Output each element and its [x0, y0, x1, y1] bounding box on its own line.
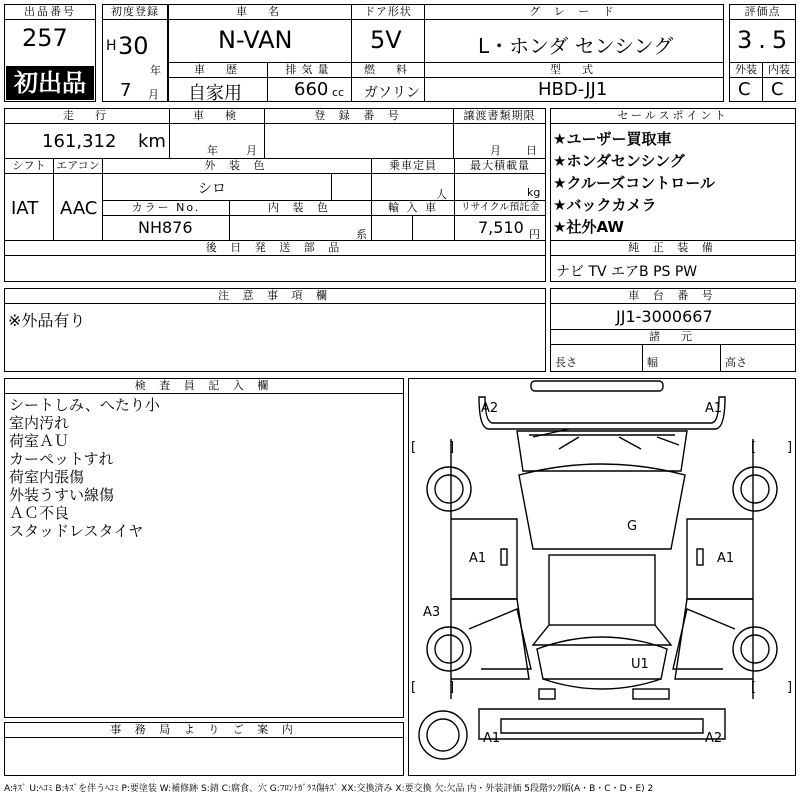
- history-label: 車 歴: [168, 62, 268, 78]
- svg-text:]: ]: [787, 440, 793, 455]
- mark-front-right: A1: [705, 401, 723, 416]
- car-outline-drawing: [409, 379, 795, 775]
- reg-year: 30: [118, 32, 149, 60]
- sales-label: セールスポイント: [550, 108, 796, 124]
- sales-item: ★ホンダセンシング: [553, 152, 685, 170]
- car-name-label: 車 名: [168, 4, 352, 20]
- mileage-label: 走 行: [4, 108, 170, 124]
- chassis-number: JJ1-3000667: [616, 307, 713, 326]
- width-label: 幅: [647, 356, 658, 369]
- capacity-unit: 人: [436, 188, 447, 201]
- grade-label: グ レ ー ド: [424, 4, 724, 20]
- import-cell-a: [371, 215, 413, 241]
- intcolor-label: 内 装 色: [229, 200, 372, 216]
- sales-item: ★バックカメラ: [553, 196, 657, 214]
- mileage: 161,312: [42, 131, 117, 152]
- load-label: 最大積載量: [454, 158, 546, 174]
- shift-label: シフト: [4, 158, 54, 174]
- recycle-label: リサイクル預託金: [454, 200, 546, 216]
- inspector-line: 荷室内張傷: [9, 468, 85, 486]
- shift: IAT: [11, 198, 39, 219]
- month-unit: 月: [148, 88, 159, 101]
- mileage-unit: km: [138, 131, 166, 152]
- lot-number: 257: [22, 24, 68, 52]
- mark-windshield: G: [627, 519, 638, 534]
- inspector-line: ＡＣ不良: [9, 504, 70, 522]
- mark-rear-right: A2: [705, 731, 723, 746]
- office-label: 事 務 局 よ り ご 案 内: [4, 722, 404, 738]
- aircon-label: エアコン: [53, 158, 103, 174]
- inspector-line: スタッドレスタイヤ: [9, 522, 144, 540]
- transfer-month: 月: [490, 144, 501, 157]
- displacement-label: 排気量: [267, 62, 352, 78]
- chassis-label: 車 台 番 号: [550, 288, 796, 304]
- color-label: 外 装 色: [102, 158, 372, 174]
- length-label: 長さ: [555, 356, 577, 369]
- door-type: 5V: [370, 26, 402, 54]
- displacement: 660: [294, 79, 329, 100]
- lot-label: 出品番号: [4, 4, 96, 20]
- notes-label: 注 意 事 項 欄: [4, 288, 546, 304]
- svg-text:]: ]: [787, 680, 793, 695]
- car-name: N-VAN: [218, 26, 293, 54]
- mark-rear-left: A1: [483, 731, 501, 746]
- fuel: ガソリン: [364, 85, 420, 101]
- inspector-label: 検 査 員 記 入 欄: [4, 378, 404, 394]
- first-reg-label: 初度登録: [102, 4, 168, 20]
- ext-grade: C: [738, 79, 751, 100]
- mark-right-door: A1: [717, 551, 735, 566]
- car-damage-diagram: [408, 378, 796, 776]
- colorno: NH876: [138, 218, 193, 237]
- notes-value: ※外品有り: [8, 311, 86, 330]
- transfer-day: 日: [526, 144, 537, 157]
- svg-text:]: ]: [449, 680, 455, 695]
- inspector-line: 室内汚れ: [9, 414, 70, 432]
- color: シロ: [198, 181, 226, 197]
- aircon: AAC: [60, 198, 98, 219]
- later-parts-cell: [4, 255, 546, 282]
- height-label: 高さ: [725, 356, 747, 369]
- mark-left-door: A1: [469, 551, 487, 566]
- history: 自家用: [188, 83, 242, 104]
- recycle: 7,510: [478, 218, 524, 237]
- mark-left-rear: A3: [423, 605, 441, 620]
- inspector-line: 荷室ＡＵ: [9, 432, 70, 450]
- equip-value: ナビ TV エアB PS PW: [556, 264, 698, 280]
- fuel-label: 燃 料: [351, 62, 425, 78]
- door-label: ドア形状: [351, 4, 425, 20]
- later-parts-label: 後 日 発 送 部 品: [4, 240, 546, 256]
- inspector-lines: [9, 396, 160, 540]
- displacement-unit: cc: [332, 86, 345, 99]
- inspector-line: シートしみ、へたり小: [9, 396, 160, 414]
- inspection-month: 月: [246, 144, 257, 157]
- sales-item: ★ユーザー買取車: [553, 130, 672, 148]
- svg-text:[: [: [411, 440, 417, 455]
- intcolor-cell: [229, 215, 372, 241]
- first-listing-badge: 初出品: [6, 66, 94, 100]
- capacity-label: 乗車定員: [371, 158, 455, 174]
- inspection-year: 年: [207, 144, 218, 157]
- era: H: [106, 38, 117, 54]
- model-label: 型 式: [424, 62, 724, 78]
- regno-cell: [264, 123, 454, 159]
- import-label: 輸 入 車: [371, 200, 455, 216]
- score-label: 評価点: [729, 4, 796, 20]
- model: HBD-JJ1: [538, 79, 608, 100]
- intcolor-unit: 系: [356, 228, 367, 241]
- inspection-label: 車 検: [169, 108, 265, 124]
- regno-label: 登 録 番 号: [264, 108, 454, 124]
- svg-text:[: [: [751, 680, 757, 695]
- mark-front-left: A2: [481, 401, 499, 416]
- int-grade: C: [771, 79, 784, 100]
- sales-item: ★社外AW: [553, 218, 624, 236]
- transfer-label: 譲渡書類期限: [453, 108, 546, 124]
- inspector-line: 外装うすい線傷: [9, 486, 115, 504]
- ext-label: 外装: [729, 62, 763, 78]
- sales-item: ★クルーズコントロール: [553, 174, 715, 192]
- load-unit: kg: [527, 186, 541, 199]
- legend: A:ｷｽﾞ U:ﾍｺﾐ B:ｷｽﾞを伴うﾍｺﾐ P:要塗装 W:補修跡 S:錆 C:腐食、穴 G:ﾌﾛﾝﾄｶﾞﾗｽ傷ｷｽﾞ XX:交換済み X:要交換 欠:欠品 内・外装評価 5段階ﾗﾝｸ順(A・B・C・D・E) 2: [4, 784, 654, 794]
- mark-roof: U1: [631, 657, 649, 672]
- int-label: 内装: [762, 62, 796, 78]
- dims-label: 諸 元: [550, 329, 796, 345]
- reg-month: 7: [120, 80, 132, 101]
- recycle-unit: 円: [529, 228, 540, 241]
- grade: L・ホンダ センシング: [478, 34, 674, 58]
- color-cell-extra: [331, 173, 372, 201]
- inspector-line: カーペットすれ: [9, 450, 114, 468]
- sales-list: [553, 128, 793, 238]
- colorno-label: カラー No.: [102, 200, 230, 216]
- svg-text:]: ]: [449, 440, 455, 455]
- svg-text:[: [: [411, 680, 417, 695]
- year-unit: 年: [150, 64, 161, 77]
- score: 3.5: [737, 26, 794, 54]
- equip-label: 純 正 装 備: [550, 240, 796, 256]
- import-cell-b: [412, 215, 455, 241]
- svg-text:[: [: [751, 440, 757, 455]
